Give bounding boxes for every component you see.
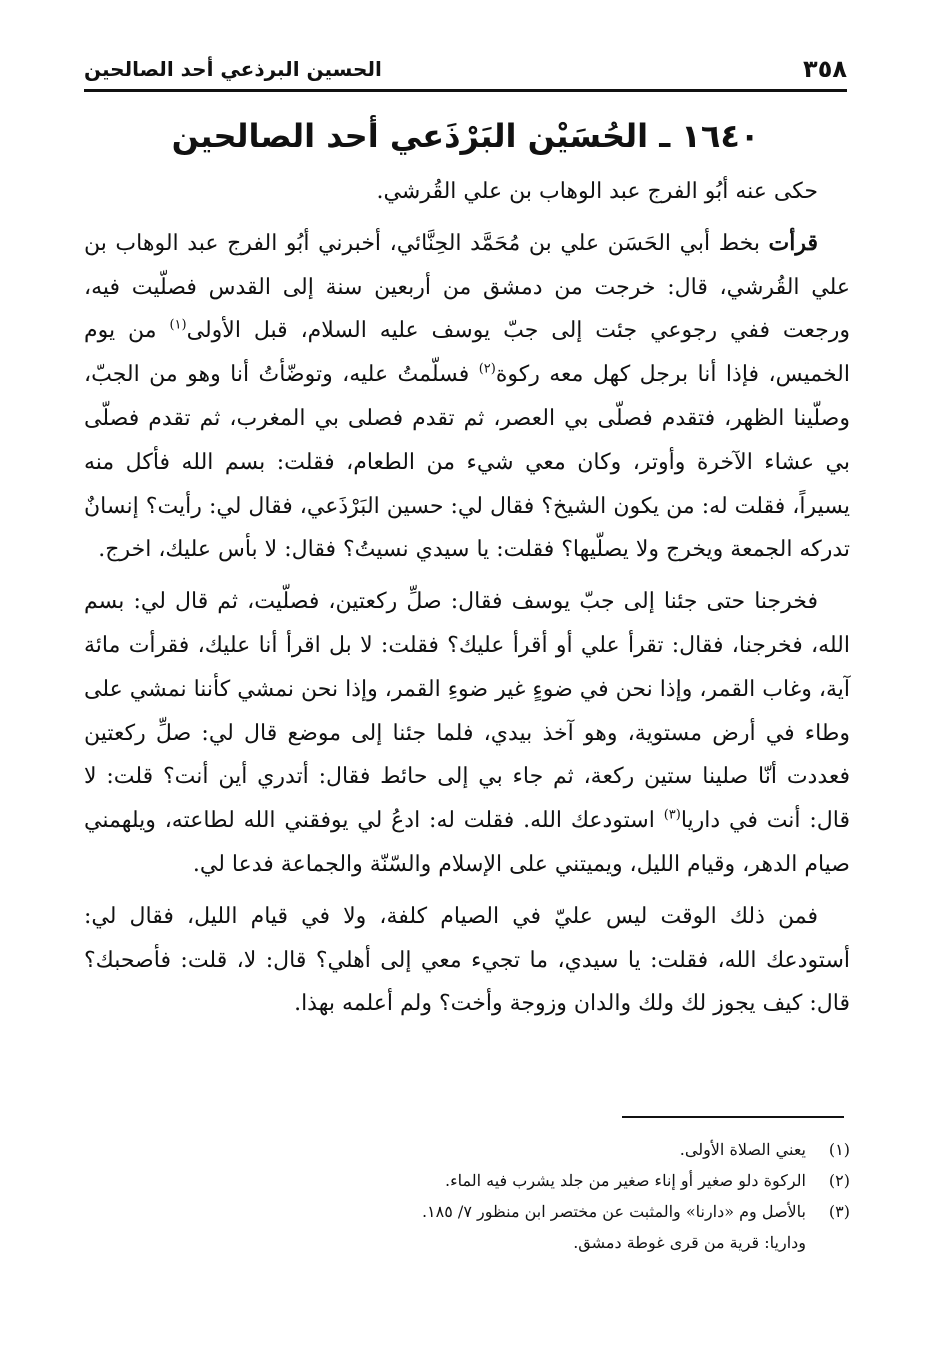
body-text [84, 170, 850, 1026]
running-header [84, 50, 847, 88]
footnote-rule [622, 1116, 844, 1118]
footnote-text: الركوة دلو صغير أو إناء صغير من جلد يشرب فيه الماء. [445, 1171, 806, 1190]
paragraph-2-lead-word: قرأت [768, 229, 818, 256]
footnote-number: (١) [828, 1140, 850, 1159]
page-number: ٣٥٨ [803, 55, 847, 83]
paragraph-2 [84, 222, 850, 572]
paragraph-4: فمن ذلك الوقت ليس عليّ في الصيام كلفة، ولا في قيام الليل، فقال لي: أستودعك الله، فقلت: يا سيدي، ما تجيء معي إلى أهلي؟ قال: لا، قلت: فأصحبك؟ قال: كيف يجوز لك ولك والدان وزوجة وأخت؟ ولم أعلمه بهذا. [84, 903, 850, 1017]
entry-heading: ١٦٤٠ ـ الحُسَيْن البَرْذَعي أحد الصالحين [171, 117, 760, 155]
footnote [84, 1165, 850, 1196]
footnote-number: (٣) [828, 1202, 850, 1221]
footnote-ref-1: (١) [169, 318, 187, 334]
paragraph-3 [84, 580, 850, 887]
footnote [84, 1196, 850, 1227]
paragraph-3-text-b: استودعك الله. فقلت له: ادعُ لي يوفقني الله لطاعته، ويلهمني صيام الدهر، وقيام الليل، ويميتني على الإسلام والسّنّة والجماعة فدعا لي. [84, 808, 850, 877]
footnote-continuation: وداريا: قرية من قرى غوطة دمشق. [573, 1233, 806, 1252]
paragraph-1: حكى عنه أبُو الفرج عبد الوهاب بن علي القُرشي. [376, 179, 818, 204]
running-title: الحسين البرذعي أحد الصالحين [84, 57, 382, 81]
footnote-number: (٢) [828, 1171, 850, 1190]
header-rule [84, 89, 847, 92]
paragraph-2-text-b: من يوم الخميس، فإذا أنا برجل كهل معه ركوة [84, 318, 850, 388]
footnote [84, 1134, 850, 1165]
footnote-ref-3: (٣) [663, 807, 681, 823]
footnote-ref-2: (٢) [478, 361, 496, 377]
paragraph-3-text-a: فخرجنا حتى جئنا إلى جبّ يوسف فقال: صلِّ ركعتين، فصلّيت، ثم قال لي: بسم الله، فخرجنا، فقال: تقرأ علي أو أقرأ عليك؟ فقلت: لا بل اقرأ أنا عليك، فقرأت مائة آية، وغاب القمر، وإذا نحن في ضوءٍ غير ضوءِ القمر، وإذا نحن نمشي كأننا نمشي على وطاء في أرض مستوية، وهو آخذ بيدي، فلما جئنا إلى موضع قال لي: صلِّ ركعتين فعددت أنّا صلينا ستين ركعة، ثم جاء بي إلى حائط فقال: أتدري أين أنت؟ قلت: لا قال: أنت في داريا [84, 589, 851, 834]
footnotes [84, 1134, 850, 1258]
paragraph-2-text-c: فسلّمتُ عليه، وتوضّأتُ أنا وهو من الجبّ، وصلّينا الظهر، فتقدم فصلّى بي العصر، ثم تقدم فصلى بي المغرب، ثم تقدم فصلّى بي عشاء الآخرة وأوتر، وكان معي شيء من الطعام، فقلت: بسم الله فأكل منه يسيراً، فقلت له: من يكون الشيخ؟ فقال لي: حسين البَرْذَعي، فقال لي: رأيت؟ إنسانٌ تدركه الجمعة ويخرج ولا يصلّيها؟ فقلت: يا سيدي نسيتُ؟ فقال: لا بأس عليك، اخرج. [84, 362, 850, 563]
footnote-text: بالأصل وم «دارنا» والمثبت عن مختصر ابن منظور ٧/ ١٨٥. [421, 1202, 806, 1221]
footnote-text: يعني الصلاة الأولى. [679, 1140, 806, 1159]
paragraph-2-text-a: بخط أبي الحَسَن علي بن مُحَمَّد الحِنَّائي، أخبرني أبُو الفرج عبد الوهاب بن علي القُرشي، قال: خرجت من دمشق من أربعين سنة إلى القدس فصلّيت فيه، ورجعت ففي رجوعي جئت إلى جبّ يوسف عليه السلام، قبل الأولى [84, 230, 850, 344]
